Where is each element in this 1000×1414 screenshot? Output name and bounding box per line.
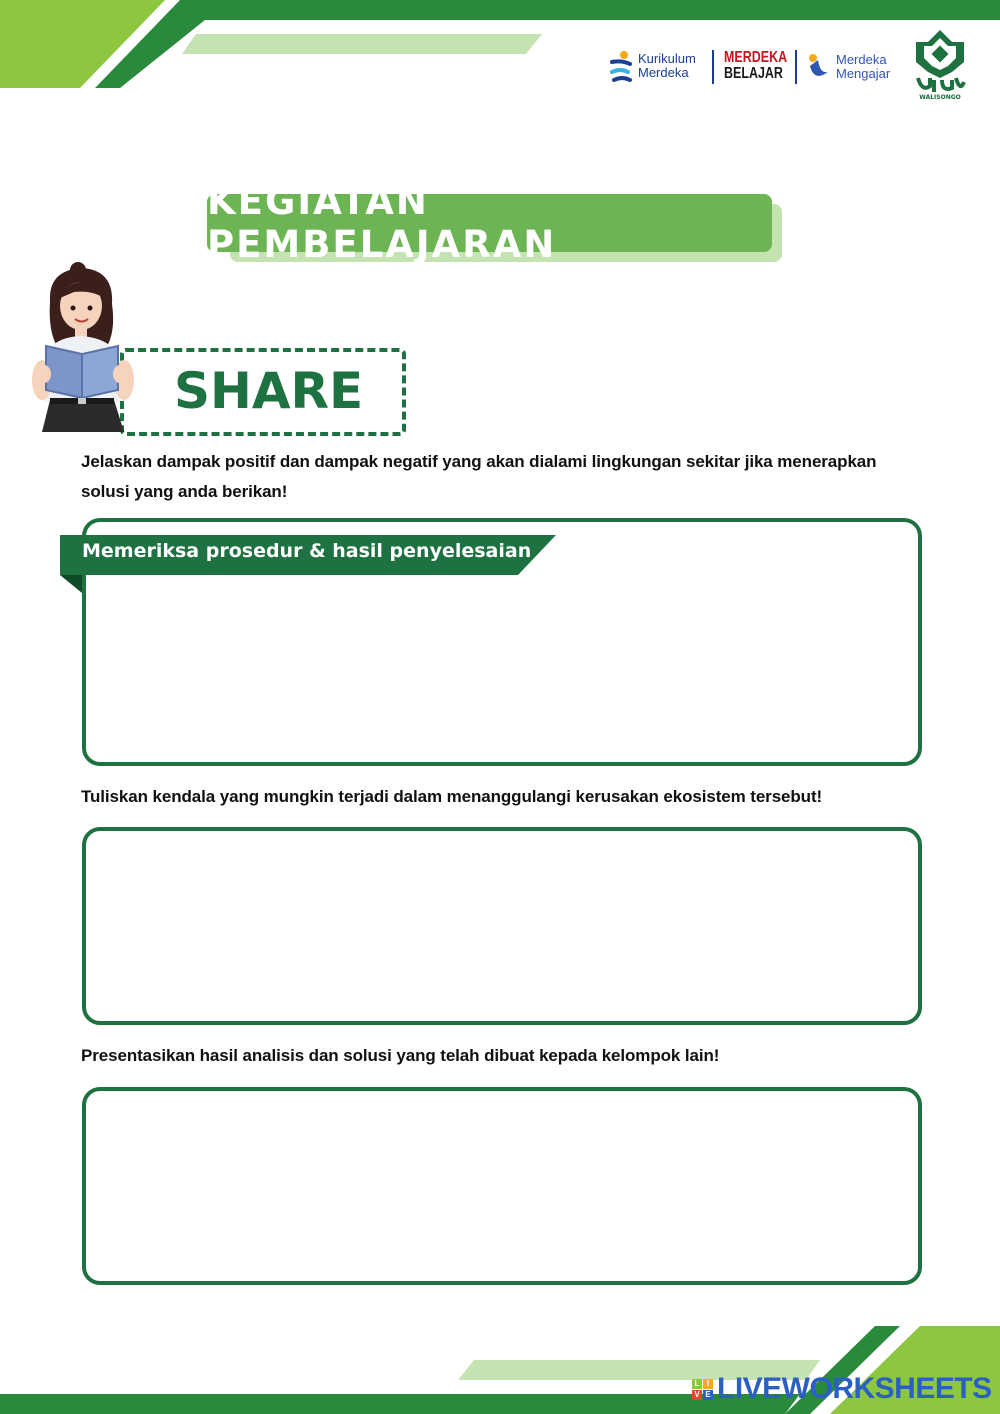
walisongo-emblem-icon [912,28,968,94]
walisongo-logo-label: WALISONGO [919,94,961,101]
bottom-dark-band [0,1394,800,1414]
answer-box-2 [82,827,922,1025]
walisongo-logo [912,28,968,104]
brand-block: E [703,1390,713,1400]
share-label-box [120,348,406,436]
question-1-prompt: Jelaskan dampak positif dan dampak negatif yang akan dialami lingkungan sekitar jika menerapkan solusi yang anda berikan! [81,452,877,501]
merdeka-belajar-line1: MERDEKA [724,49,788,66]
section-label: SHARE [174,362,364,420]
title-banner [207,180,772,266]
question-2-prompt: Tuliskan kendala yang mungkin terjadi dalam menanggulangi kerusakan ekosistem tersebut! [81,787,823,806]
answer-input-3[interactable] [104,1109,900,1263]
merdeka-mengajar-icon [806,52,832,84]
merdeka-mengajar-line2: Mengajar [836,66,891,81]
top-pale-bar [182,34,542,54]
kurikulum-logo-line2: Merdeka [638,65,689,80]
liveworksheets-wordmark: LIVEWORKSHEETS [717,1372,992,1405]
merdeka-mengajar-line1: Merdeka [836,52,887,67]
top-dark-band [172,0,1000,20]
page-title: KEGIATAN PEMBELAJARAN [207,180,557,266]
kurikulum-merdeka-logo [608,48,708,88]
procedure-ribbon-label: Memeriksa prosedur & hasil penyelesaian [82,540,532,562]
brand-block: L [692,1379,702,1389]
liveworksheets-logo[interactable] [692,1372,992,1406]
liveworksheets-blocks-icon [692,1379,713,1400]
merdeka-belajar-logo [724,50,787,82]
brand-block: I [703,1379,713,1389]
student-reading-illustration [28,262,138,432]
answer-input-2[interactable] [104,849,900,1003]
merdeka-mengajar-logo [806,50,906,90]
question-3-prompt: Presentasikan hasil analisis dan solusi yang telah dibuat kepada kelompok lain! [81,1046,720,1065]
kurikulum-merdeka-icon [608,50,634,84]
brand-block: V [692,1390,702,1400]
logo-separator [712,50,714,84]
logo-separator [795,50,797,84]
answer-box-3 [82,1087,922,1285]
merdeka-belajar-line2: BELAJAR [724,65,783,82]
kurikulum-logo-line1: Kurikulum [638,51,696,66]
